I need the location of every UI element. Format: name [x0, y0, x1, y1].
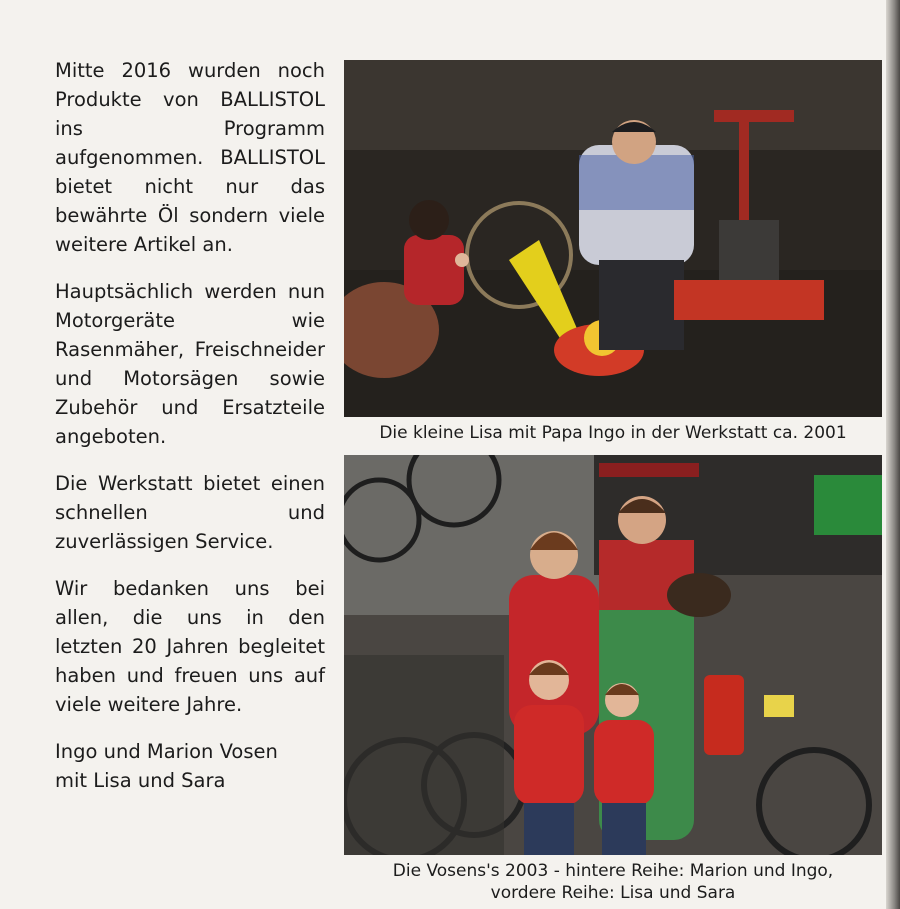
signature-line-2: mit Lisa und Sara	[55, 769, 226, 792]
photo-family-caption-line-2: vordere Reihe: Lisa und Sara	[490, 883, 736, 903]
paragraph-motorgeraete: Hauptsächlich werden nun Motorgeräte wie Rasenmäher, Freischneider und Motorsägen sowie Zubehör und Ersatzteile angeboten.	[55, 280, 325, 448]
paragraph-dank: Wir bedanken uns bei allen, die uns in den letzten 20 Jahren begleitet haben und freuen uns auf viele weitere Jahre.	[55, 577, 325, 716]
text-column	[55, 56, 325, 795]
paragraph-werkstatt: Die Werkstatt bietet einen schnellen und zuverlässigen Service.	[55, 472, 325, 553]
photo-workshop-caption: Die kleine Lisa mit Papa Ingo in der Werkstatt ca. 2001	[379, 423, 847, 443]
page-spine-shadow	[886, 0, 900, 909]
paragraph-ballistol: Mitte 2016 wurden noch Produkte von BALLISTOL ins Programm aufgenommen. BALLISTOL bietet nicht nur das bewährte Öl sondern viele weitere Artikel an.	[55, 59, 325, 256]
photo-family-caption	[344, 860, 882, 904]
photo-workshop	[344, 60, 882, 417]
photo-family	[344, 455, 882, 855]
signature-line-1: Ingo und Marion Vosen	[55, 740, 278, 763]
photo-family-caption-line-1: Die Vosens's 2003 - hintere Reihe: Marion und Ingo,	[392, 861, 834, 881]
signature	[55, 737, 325, 795]
